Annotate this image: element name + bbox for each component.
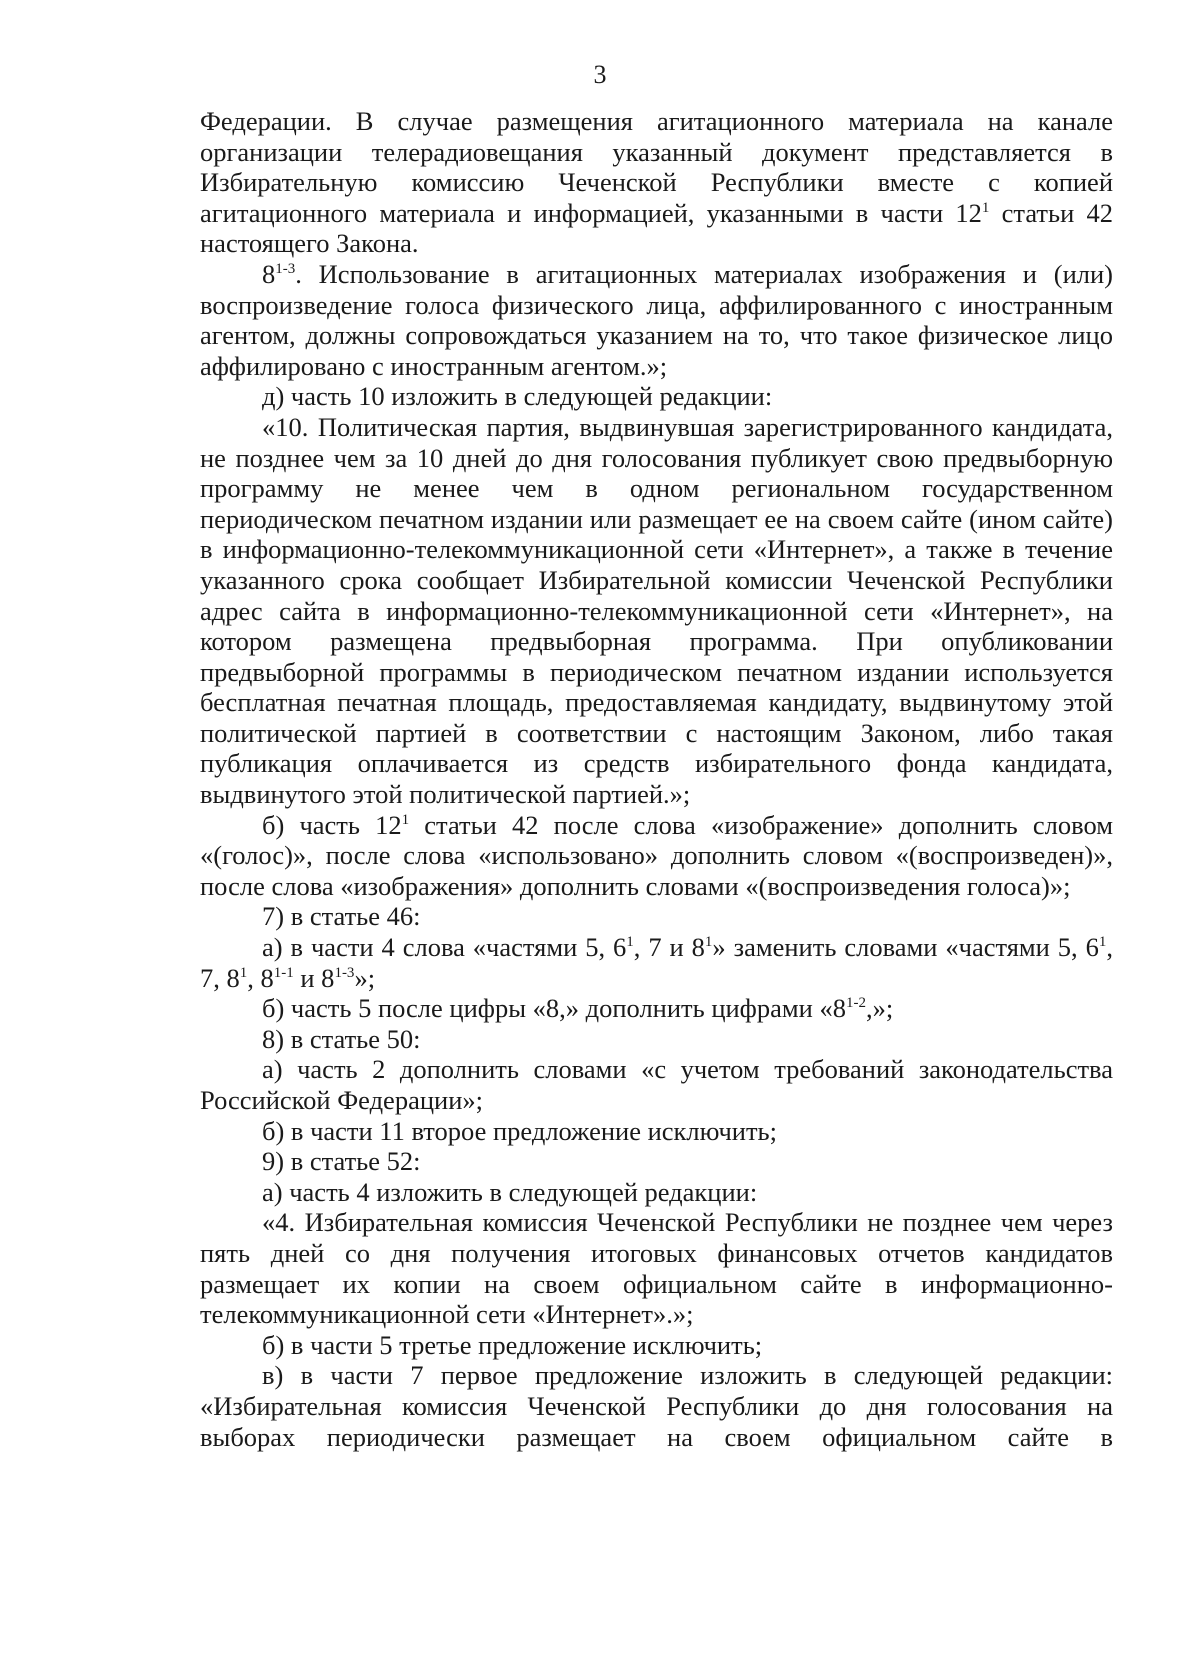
superscript: 1-2 bbox=[845, 995, 866, 1012]
text-run: статьи 42 после слова «изображение» дополнить словом «(голос)», после слова «использовано» дополнить словом «(воспроизведен)», после слова «изображения» дополнить словами «(воспроизведения голоса)»; bbox=[200, 809, 1113, 901]
paragraph-subitem-a-article-52: а) часть 4 изложить в следующей редакции: bbox=[262, 1176, 758, 1207]
superscript: 1-3 bbox=[275, 260, 296, 277]
paragraph-point-8-1-3 bbox=[200, 259, 1113, 381]
text-run: , 8 bbox=[247, 962, 274, 993]
text-run: , 7 и 8 bbox=[633, 932, 705, 963]
paragraph-subitem-d: д) часть 10 изложить в следующей редакции: bbox=[262, 381, 773, 412]
text-run: статьи 42 настоящего Закона. bbox=[200, 197, 1113, 259]
text-run: б) часть 5 после цифры «8,» дополнить цифрами «8 bbox=[262, 993, 846, 1024]
superscript: 1 bbox=[1098, 934, 1107, 951]
paragraph-subitem-b-article-52: б) в части 5 третье предложение исключить; bbox=[262, 1329, 763, 1360]
text-run: б) часть 12 bbox=[262, 809, 402, 840]
text-run: Федерации. В случае размещения агитационного материала на канале организации телерадиовещания указанный документ представляется в Избирательную комиссию Чеченской Республики вместе с копией агитационного материала и информацией, указанными в части 12 bbox=[200, 106, 1113, 228]
paragraph-part-10: «10. Политическая партия, выдвинувшая зарегистрированного кандидата, не позднее чем за 10 дней до дня голосования публикует свою предвыборную программу не менее чем в одном региональном государственном периодическом печатном издании или размещает ее на своем сайте (ином сайте) в информационно-телекоммуникационной сети «Интернет», а также в течение указанного срока сообщает Избирательной комиссии Чеченской Республики адрес сайта в информационно-телекоммуникационной сети «Интернет», на котором размещена предвыборная программа. При опубликовании предвыборной программы в периодическом печатном издании используется бесплатная печатная площадь, предоставляемая кандидату, выдвинутому этой политической партией в соответствии с настоящим Законом, либо такая публикация оплачивается из средств избирательного фонда кандидата, выдвинутого этой политической партией.»; bbox=[200, 411, 1113, 810]
text-run: 8 bbox=[262, 258, 276, 289]
text-run: и 8 bbox=[293, 962, 335, 993]
text-run: » заменить словами «частями 5, 6 bbox=[712, 932, 1099, 963]
paragraph-subitem-b-article-46 bbox=[200, 993, 1113, 1024]
paragraph-item-7: 7) в статье 46: bbox=[262, 901, 421, 932]
text-run: . Использование в агитационных материалах изображения и (или) воспроизведение голоса физического лица, аффилированного с иностранным агентом, должны сопровождаться указанием на то, что такое физическое лицо аффилировано с иностранным агентом.»; bbox=[200, 258, 1113, 381]
text-run: »; bbox=[354, 962, 376, 993]
paragraph-subitem-a-article-50: а) часть 2 дополнить словами «с учетом требований законодательства Российской Федерации»; bbox=[200, 1054, 1113, 1115]
text-run: , 7, 8 bbox=[200, 932, 1113, 993]
text-run: а) в части 4 слова «частями 5, 6 bbox=[262, 932, 627, 963]
superscript: 1 bbox=[239, 964, 248, 981]
paragraph-continuation bbox=[200, 106, 1113, 259]
superscript: 1 bbox=[626, 934, 634, 951]
superscript: 1-1 bbox=[273, 964, 294, 981]
paragraph-item-9: 9) в статье 52: bbox=[262, 1146, 421, 1177]
paragraph-part-4: «4. Избирательная комиссия Чеченской Республики не позднее чем через пять дней со дня получения итоговых финансовых отчетов кандидатов размещает их копии на своем официальном сайте в информационно-телекоммуникационной сети «Интернет».»; bbox=[200, 1207, 1113, 1330]
paragraph-subitem-a-article-46 bbox=[200, 932, 1113, 993]
page-number: 3 bbox=[593, 60, 607, 89]
paragraph-subitem-b-article-50: б) в части 11 второе предложение исключить; bbox=[262, 1115, 777, 1146]
superscript: 1 bbox=[704, 934, 713, 951]
superscript: 1 bbox=[981, 199, 990, 216]
document-body bbox=[200, 106, 1113, 1452]
paragraph-subitem-v-article-52: в) в части 7 первое предложение изложить в следующей редакции: «Избирательная комиссия Чеченской Республики до дня голосования на выборах периодически размещает на своем официальном сайте в bbox=[200, 1360, 1113, 1452]
superscript: 1-3 bbox=[334, 964, 355, 981]
superscript: 1 bbox=[401, 811, 410, 828]
text-run: ,»; bbox=[865, 993, 894, 1024]
paragraph-item-8: 8) в статье 50: bbox=[262, 1023, 421, 1054]
paragraph-subitem-b-article-42 bbox=[200, 810, 1113, 902]
